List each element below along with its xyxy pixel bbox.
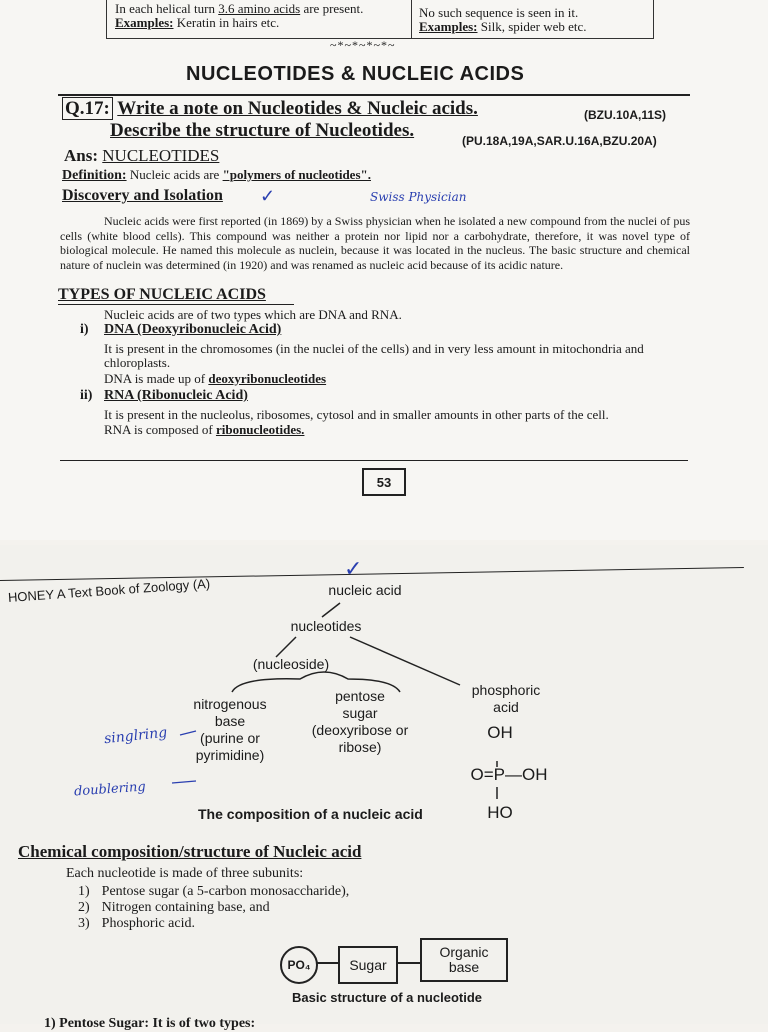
handwritten-note: Swiss Physician bbox=[370, 190, 467, 204]
book-title: HONEY A Text Book of Zoology (A) bbox=[7, 575, 211, 605]
organic-base-box: Organic base bbox=[420, 938, 508, 982]
label-nitrogenous-base: nitrogenous base (purine or pyrimidine) bbox=[193, 696, 267, 763]
label-phosphate-formula: O=P—OH bbox=[470, 765, 548, 784]
heading-rule bbox=[58, 94, 690, 96]
rna-title: RNA (Ribonucleic Acid) bbox=[104, 388, 248, 403]
rna-text-2: RNA is composed of ribonucleotides. bbox=[104, 422, 305, 437]
types-intro: Nucleic acids are of two types which are DNA and RNA. bbox=[104, 307, 402, 322]
chem-composition-title: Chemical composition/structure of Nucleic acid bbox=[18, 842, 362, 861]
definition-line: Definition: Nucleic acids are "polymers of nucleotides". bbox=[62, 167, 371, 183]
cut-off-line: 1) Pentose Sugar: It is of two types: bbox=[44, 1016, 256, 1031]
nucleotide-caption: Basic structure of a nucleotide bbox=[292, 990, 482, 1005]
label-oh-top: OH bbox=[487, 723, 513, 742]
checkmark-icon: ✓ bbox=[260, 186, 276, 206]
label-nucleoside: (nucleoside) bbox=[252, 656, 330, 672]
types-underline bbox=[58, 304, 294, 305]
dna-text-2: DNA is made up of deoxyribonucleotides bbox=[104, 371, 327, 386]
question-codes-2: (PU.18A,19A,SAR.U.16A,BZU.20A) bbox=[462, 134, 657, 148]
table-left-row2: Examples: Keratin in hairs etc. bbox=[115, 15, 280, 30]
connector-sugar-base bbox=[396, 962, 420, 964]
comparison-table-fragment bbox=[106, 0, 654, 39]
page-number: 53 bbox=[362, 468, 406, 496]
label-phosphoric-acid: phosphoric acid bbox=[471, 682, 541, 715]
question-line-2: Describe the structure of Nucleotides. bbox=[110, 120, 415, 141]
sugar-box: Sugar bbox=[338, 946, 398, 984]
chapter-heading: NUCLEOTIDES & NUCLEIC ACIDS bbox=[186, 63, 525, 85]
chem-list bbox=[78, 884, 349, 932]
question-line-1: Q.17: Write a note on Nucleotides & Nucleic acids. bbox=[62, 98, 478, 120]
list-item: 3) Phosphoric acid. bbox=[78, 916, 195, 931]
connector-po4-sugar bbox=[316, 962, 338, 964]
types-title: TYPES OF NUCLEIC ACIDS bbox=[58, 286, 266, 303]
dna-text-1: It is present in the chromosomes (in the nuclei of the cells) and in very less amount in mitochondria and chloroplasts. bbox=[104, 341, 644, 370]
label-ho-bottom: HO bbox=[487, 803, 513, 822]
answer-heading: Ans: NUCLEOTIDES bbox=[64, 146, 220, 165]
chem-intro: Each nucleotide is made of three subunits: bbox=[66, 866, 304, 881]
handwritten-double-ring: doublering bbox=[73, 779, 147, 800]
po4-circle: PO₄ bbox=[280, 946, 318, 984]
rna-text-1: It is present in the nucleolus, ribosomes, cytosol and in smaller amounts in other parts of the cell. bbox=[104, 407, 609, 422]
list-item: 1) Pentose sugar (a 5-carbon monosaccharide), bbox=[78, 884, 350, 899]
discovery-paragraph: Nucleic acids were first reported (in 1869) by a Swiss physician when he isolated a new compound from the nuclei of pus cells (white blood cells). This compound was neither a protein nor lipid nor a carbohydrate, therefore, it was novel type of biological molecule. He named this molecule as nuclein, because it was located in the nucleus. The basic structure and chemical nature of nuclein was determined (in 1920) and was renamed as nucleic acid because of its acidic nature. bbox=[60, 214, 690, 272]
rna-number: ii) bbox=[80, 388, 93, 403]
handwritten-single-ring: singlring bbox=[103, 724, 168, 748]
table-right-row1: No such sequence is seen in it. bbox=[419, 5, 579, 20]
checkmark-icon-2: ✓ bbox=[344, 556, 363, 581]
label-nucleic-acid: nucleic acid bbox=[328, 582, 402, 598]
question-number: Q.17: bbox=[62, 97, 113, 120]
composition-caption: The composition of a nucleic acid bbox=[198, 806, 423, 822]
page-footer-rule bbox=[60, 460, 688, 461]
dna-number: i) bbox=[80, 322, 89, 337]
question-codes-1: (BZU.10A,11S) bbox=[584, 108, 667, 122]
section-separator: ~*~*~*~*~ bbox=[330, 38, 396, 52]
list-item: 2) Nitrogen containing base, and bbox=[78, 900, 270, 915]
label-pentose-sugar: pentose sugar (deoxyribose or ribose) bbox=[311, 688, 409, 755]
label-nucleotides: nucleotides bbox=[290, 618, 362, 634]
discovery-title: Discovery and Isolation bbox=[62, 187, 223, 204]
dna-title: DNA (Deoxyribonucleic Acid) bbox=[104, 322, 282, 337]
table-left-row1: In each helical turn 3.6 amino acids are present. bbox=[115, 1, 364, 16]
table-right-row2: Examples: Silk, spider web etc. bbox=[419, 19, 587, 34]
